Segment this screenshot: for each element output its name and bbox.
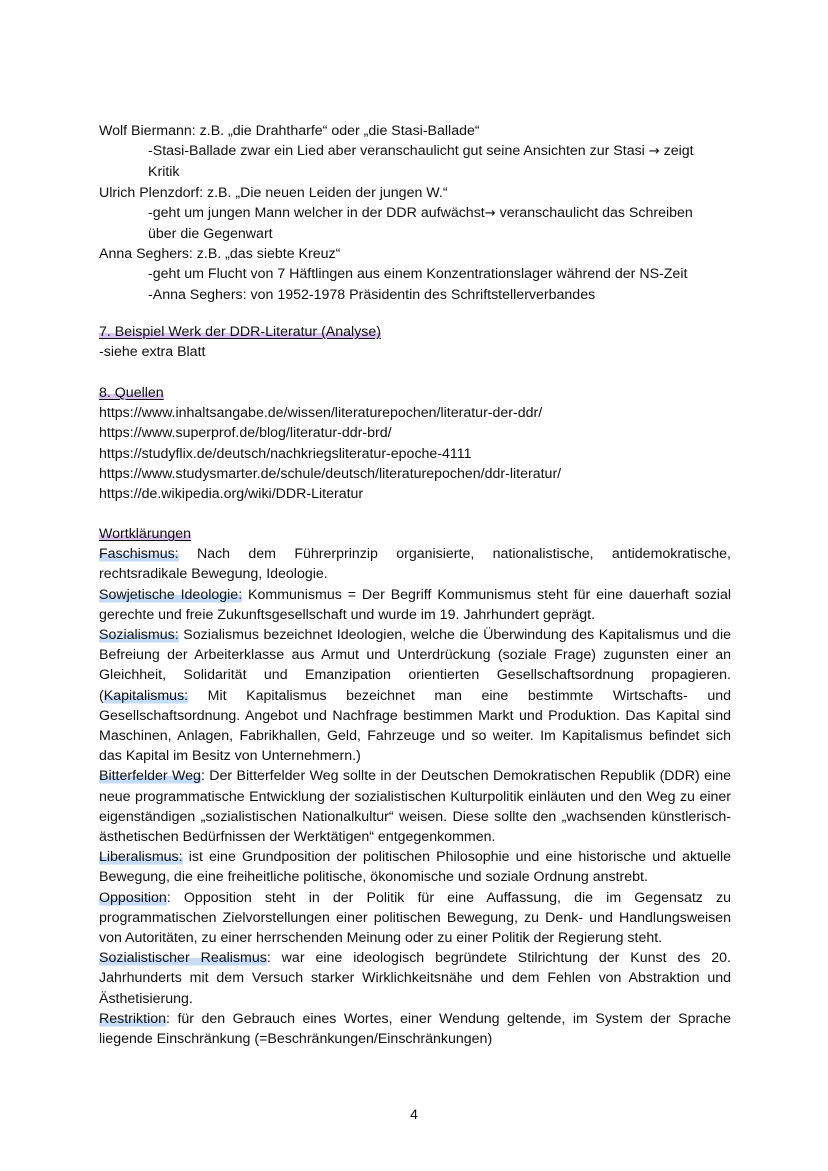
author-biermann: Wolf Biermann: z.B. „die Drahtharfe“ oder „die Stasi-Ballade“ (99, 123, 480, 139)
section-7-text: -siehe extra Blatt (99, 344, 206, 361)
author-plenzdorf-note: -geht um jungen Mann welcher in der DDR aufwächst→ veranschaulicht das Schreiben (148, 204, 693, 221)
glossary-term: Sozialistischer Realismus (99, 950, 267, 967)
glossary-term: Restriktion (99, 1010, 167, 1027)
glossary-entry-liberalismus: Liberalismus: ist eine Grundposition der politischen Philosophie und eine historische und aktuelle Bewegung, die eine freiheitliche politische, ökonomische und soziale Ordnung anstrebt. (99, 849, 731, 886)
source-link[interactable]: https://www.studysmarter.de/schule/deutsch/literaturepochen/ddr-literatur/ (99, 465, 562, 482)
glossary-entry-bitterfelder-weg: Bitterfelder Weg: Der Bitterfelder Weg sollte in der Deutschen Demokratischen Republik (DDR) eine neue programmatische Entwicklung der sozialistischen Kulturpolitik einläuten und den Weg zu einer eigenständigen „sozialistischen Nationalkultur“ weisen. Diese sollte den „wachsenden künstlerisch-ästhetischen Bedürfnissen der Werktätigen“ entgegenkommen. (99, 768, 731, 846)
glossary-entry-sozialismus: Sozialismus: Sozialismus bezeichnet Ideologien, welche die Überwindung des Kapitalismus und die Befreiung der Arbeiterklasse aus Armut und Unterdrückung (soziale Frage) zugunsten einer an Gleichheit, Solidarität und Emanzipation orientierten Gesellschaftsordnung propagieren. (Kapitalismus: Mit Kapitalismus bezeichnet man eine bestimmte Wirtschafts- und Gesellschaftsordnung. Angebot und Nachfrage bestimmen Markt und Produktion. Das Kapital sind Maschinen, Anlagen, Fabrikhallen, Geld, Fahrzeuge und so weiter. Im Kapitalismus befindet sich das Kapital im Besitz von Unternehmern.) (99, 627, 731, 765)
glossary (99, 524, 731, 1049)
section-7-heading: 7. Beispiel Werk der DDR-Literatur (Analyse) (99, 324, 382, 340)
glossary-term: Liberalismus: (99, 849, 183, 866)
source-link[interactable]: https://www.superprof.de/blog/literatur-ddr-brd/ (99, 425, 392, 442)
source-link[interactable]: https://www.inhaltsangabe.de/wissen/literaturepochen/literatur-der-ddr/ (99, 405, 543, 422)
glossary-heading: Wortklärungen (99, 526, 192, 542)
glossary-entry-sowjetische-ideologie: Sowjetische Ideologie: Kommunismus = Der Begriff Kommunismus steht für eine dauerhaft sozial gerechte und freie Zukunftsgesellschaft und wurde im 19. Jahrhundert geprägt. (99, 586, 731, 623)
section-8-heading: 8. Quellen (99, 385, 164, 401)
glossary-entry-sozialistischer-realismus: Sozialistischer Realismus: war eine ideologisch begründete Stilrichtung der Kunst des 20. Jahrhunderts mit dem Versuch starker Wirklichkeitsnähe und dem Fehlen von Abstraktion und Ästhetisierung. (99, 950, 732, 1007)
author-seghers-note-2: -Anna Seghers: von 1952-1978 Präsidentin des Schriftstellerverbandes (148, 286, 596, 303)
source-link[interactable]: https://de.wikipedia.org/wiki/DDR-Literatur (99, 486, 364, 503)
author-plenzdorf: Ulrich Plenzdorf: z.B. „Die neuen Leiden der jungen W.“ (99, 184, 448, 201)
glossary-term: Bitterfelder Weg (99, 768, 201, 785)
authors-block (99, 121, 731, 305)
glossary-term: Faschismus: (99, 546, 179, 563)
glossary-term: Opposition (99, 889, 167, 906)
right-arrow-icon: → (648, 144, 660, 160)
glossary-term: Sozialismus: (99, 627, 179, 644)
glossary-entry-opposition: Opposition: Opposition steht in der Politik für eine Auffassung, die im Gegensatz zu programmatischen Zielvorstellungen einer politischen Bewegung, zu Denk- und Handlungsweisen von Autoritäten, zu einer herrschenden Meinung oder zu einer Politik der Regierung steht. (99, 889, 731, 947)
section-7 (99, 322, 731, 362)
author-biermann-note-cont: Kritik (148, 164, 180, 181)
glossary-entry-restriktion: Restriktion: für den Gebrauch eines Wortes, einer Wendung geltende, im System der Sprache liegende Einschränkung (=Beschränkungen/Einschränkungen) (99, 1010, 731, 1048)
source-link[interactable]: https://studyflix.de/deutsch/nachkriegsliteratur-epoche-4111 (99, 445, 472, 462)
right-arrow-icon: → (484, 205, 496, 221)
author-seghers: Anna Seghers: z.B. „das siebte Kreuz“ (99, 246, 341, 263)
page-number: 4 (410, 1106, 418, 1122)
section-8 (99, 383, 731, 504)
author-plenzdorf-note-cont: über die Gegenwart (148, 226, 273, 243)
author-seghers-note-1: -geht um Flucht von 7 Häftlingen aus einem Konzentrationslager während der NS-Zeit (148, 266, 688, 283)
glossary-entry-faschismus: Faschismus: Nach dem Führerprinzip organisierte, nationalistische, antidemokratische, rechtsradikale Bewegung, Ideologie. (99, 546, 731, 583)
author-biermann-note: -Stasi-Ballade zwar ein Lied aber veranschaulicht gut seine Ansichten zur Stasi → zeigt (148, 143, 694, 160)
glossary-term: Kapitalismus: (103, 687, 189, 704)
glossary-term: Sowjetische Ideologie: (99, 586, 243, 603)
